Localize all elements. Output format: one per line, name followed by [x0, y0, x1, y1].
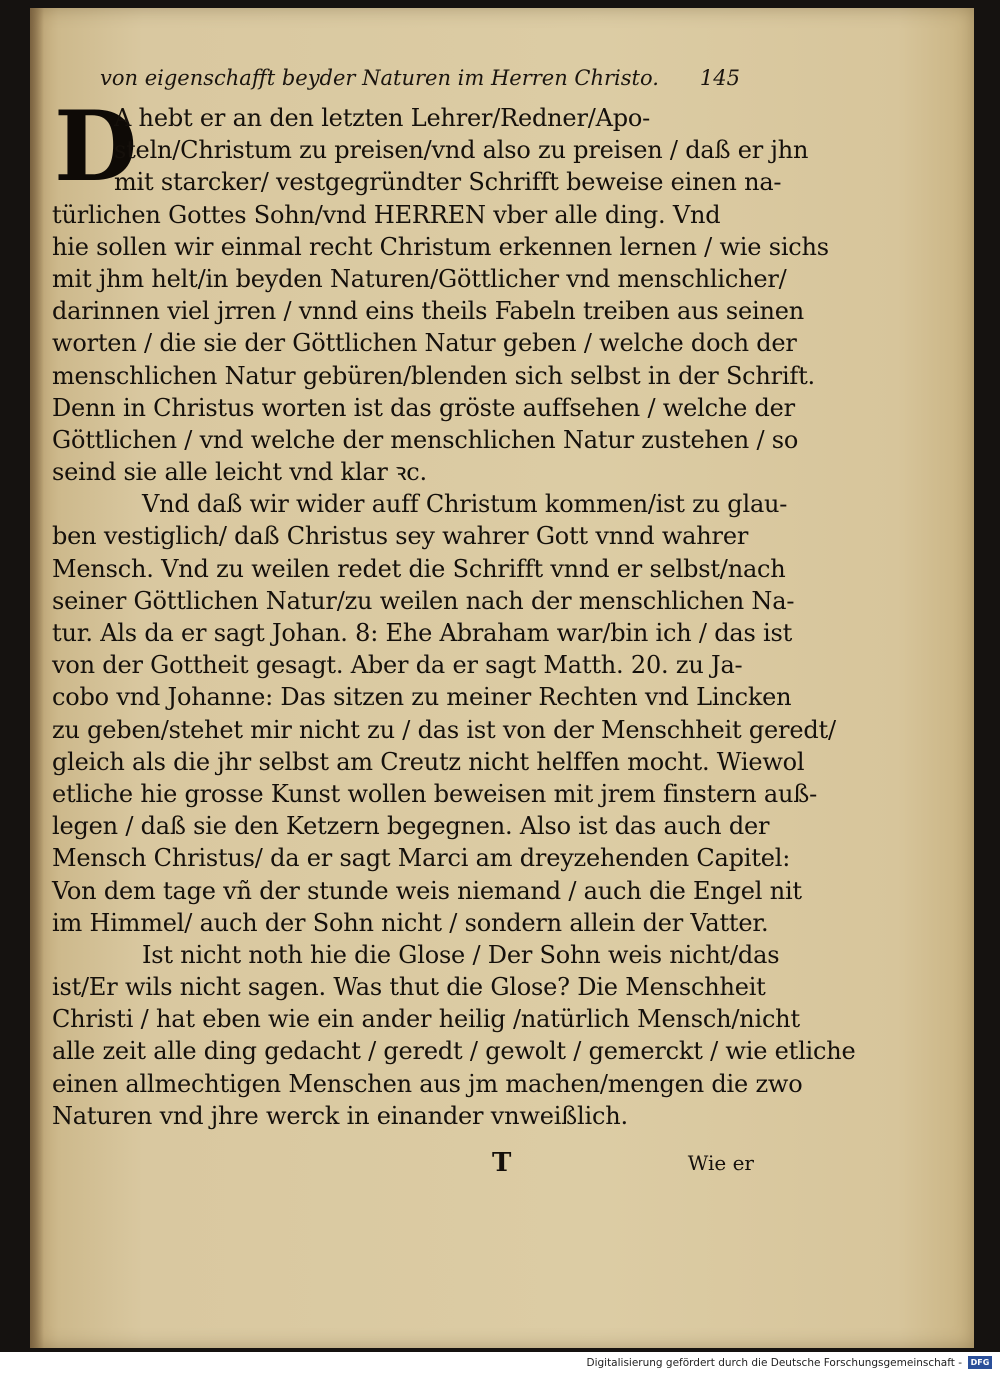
running-head-title: von eigenschafft beyder Naturen im Herren Christo.	[100, 66, 659, 90]
text-line: tur. Als da er sagt Johan. 8: Ehe Abraham war/bin ich / das ist	[52, 619, 793, 647]
text-line: seiner Göttlichen Natur/zu weilen nach der menschlichen Na-	[52, 586, 795, 615]
text-line: zu geben/stehet mir nicht zu / das ist von der Menschheit geredt/	[52, 715, 836, 744]
text-line: A hebt er an den letzten Lehrer/Redner/Apo-	[114, 104, 651, 132]
text-line: alle zeit alle ding gedacht / geredt / gewolt / gemerckt / wie etliche	[52, 1037, 856, 1066]
text-line: Göttlichen / vnd welche der menschlichen Natur zustehen / so	[52, 425, 799, 454]
text-line: mit jhm helt/in beyden Naturen/Göttlicher vnd menschlicher/	[52, 264, 787, 293]
signature-mark: T	[492, 1148, 512, 1178]
text-line: ben vestiglich/ daß Christus sey wahrer Gott vnnd wahrer	[52, 522, 749, 551]
text-line: hie sollen wir einmal recht Christum erkennen lernen / wie sichs	[52, 232, 829, 261]
text-line: Von dem tage vñ der stunde weis niemand / auch die Engel nit	[52, 876, 802, 905]
text-line: seind sie alle leicht vnd klar ꝛc.	[52, 458, 427, 487]
credit-text: Digitalisierung gefördert durch die Deutsche Forschungsgemeinschaft -	[586, 1356, 962, 1369]
text-line: ist/Er wils nicht sagen. Was thut die Glose? Die Menschheit	[52, 973, 766, 1002]
text-line: Christi / hat eben wie ein ander heilig /natürlich Mensch/nicht	[52, 1005, 800, 1034]
text-line: steln/Christum zu preisen/vnd also zu preisen / daß er jhn	[114, 136, 809, 165]
catchword: Wie er	[687, 1151, 754, 1175]
text-line: worten / die sie der Göttlichen Natur geben / welche doch der	[52, 329, 797, 358]
text-line: menschlichen Natur gebüren/blenden sich selbst in der Schrift.	[52, 361, 815, 390]
text-line: türlichen Gottes Sohn/vnd HERREN vber alle ding. Vnd	[52, 200, 721, 229]
text-line: Mensch Christus/ da er sagt Marci am dreyzehenden Capitel:	[52, 844, 791, 873]
text-line: gleich als die jhr selbst am Creutz nicht helffen mocht. Wiewol	[52, 747, 805, 776]
text-line: von der Gottheit gesagt. Aber da er sagt Matth. 20. zu Ja-	[52, 651, 743, 680]
page-number: 145	[699, 66, 740, 90]
text-line: darinnen viel jrren / vnnd eins theils Fabeln treiben aus seinen	[52, 297, 805, 326]
text-line: Denn in Christus worten ist das gröste auffsehen / welche der	[52, 393, 795, 422]
text-line: legen / daß sie den Ketzern begegnen. Also ist das auch der	[52, 812, 770, 841]
page-gutter-shadow	[30, 8, 44, 1348]
text-line: Mensch. Vnd zu weilen redet die Schrifft vnnd er selbst/nach	[52, 554, 786, 583]
text-line: Vnd daß wir wider auff Christum kommen/ist zu glau-	[142, 490, 788, 519]
digitization-credit-bar	[0, 1352, 1000, 1373]
text-line: mit starcker/ vestgegründter Schrifft beweise einen na-	[114, 168, 782, 197]
text-line: cobo vnd Johanne: Das sitzen zu meiner Rechten vnd Lincken	[52, 683, 792, 712]
body-text	[52, 90, 856, 1132]
text-line: Naturen vnd jhre werck in einander vnweißlich.	[52, 1101, 628, 1130]
text-line: im Himmel/ auch der Sohn nicht / sondern allein der Vatter.	[52, 908, 769, 937]
drop-capital: D	[54, 90, 138, 203]
dfg-logo-icon: DFG	[968, 1356, 992, 1369]
text-line: einen allmechtigen Menschen aus jm machen/mengen die zwo	[52, 1069, 803, 1098]
text-line: Ist nicht noth hie die Glose / Der Sohn weis nicht/das	[142, 940, 780, 969]
running-header	[100, 66, 740, 96]
text-line: etliche hie grosse Kunst wollen beweisen mit jrem finstern auß-	[52, 779, 818, 808]
page-footer	[490, 1148, 760, 1178]
